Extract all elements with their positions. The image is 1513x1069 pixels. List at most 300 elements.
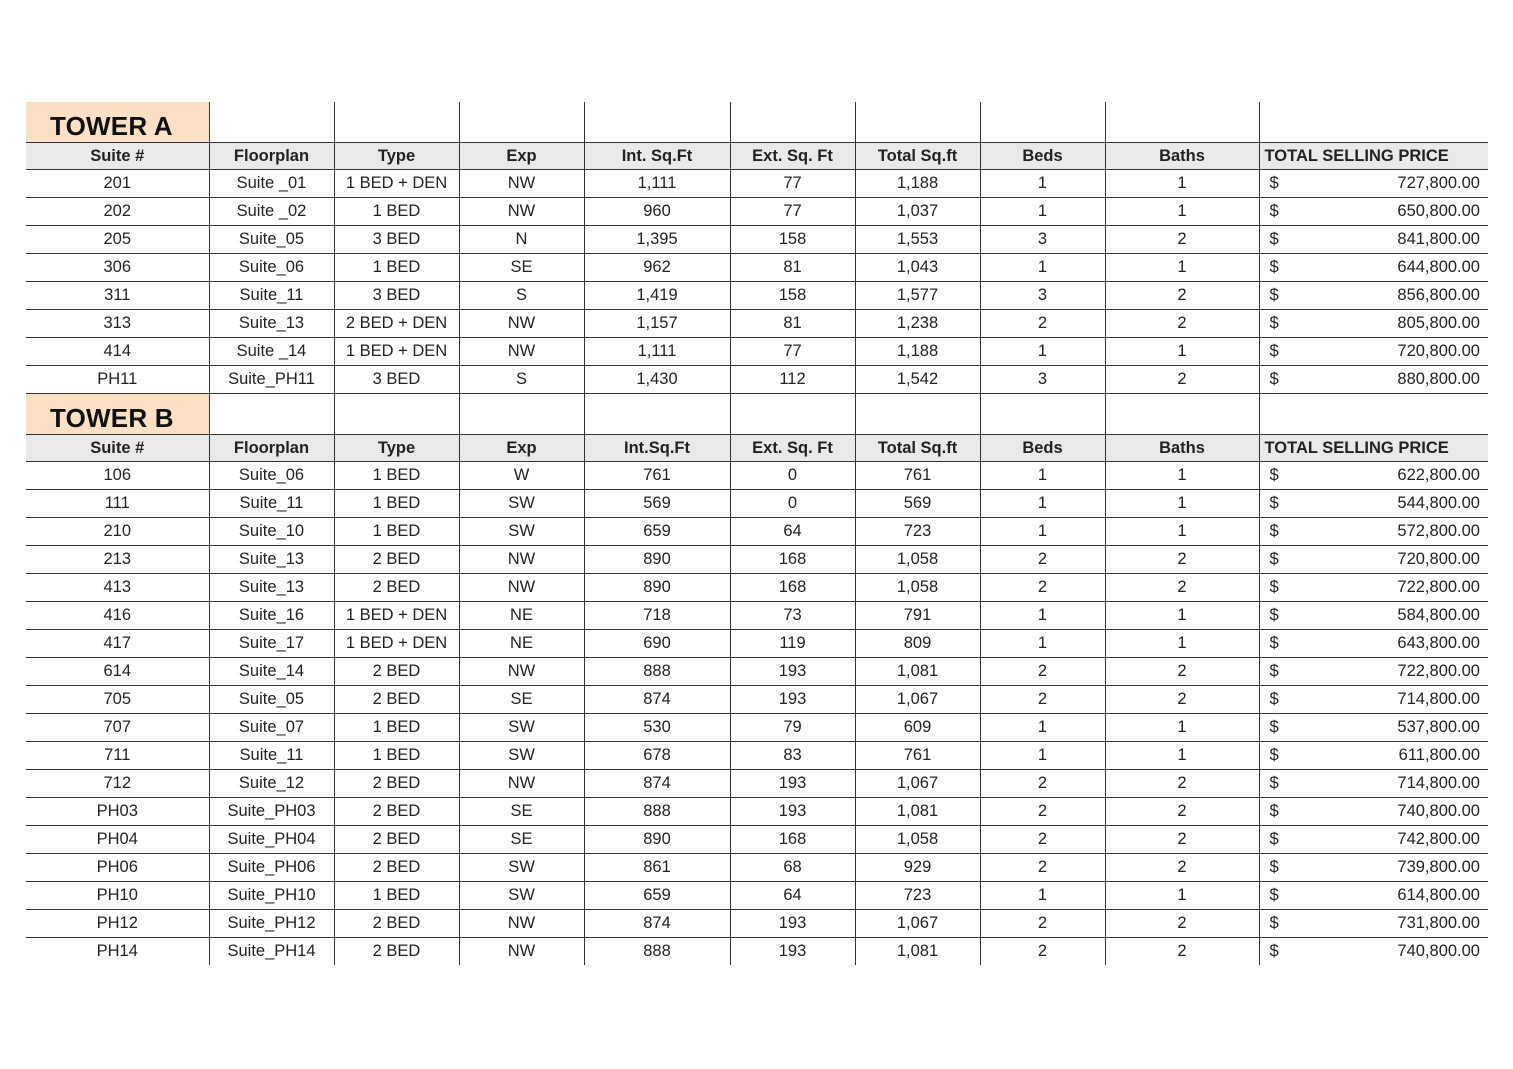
price-amount: 731,800.00	[1397, 914, 1480, 932]
cell-type: 1 BED	[334, 714, 459, 742]
cell-price	[1259, 854, 1488, 882]
cell-exposure: NW	[459, 770, 584, 798]
cell-ext-sqft: 193	[730, 910, 855, 938]
cell-baths: 1	[1105, 742, 1259, 770]
header-suite: Suite #	[26, 143, 209, 170]
currency-symbol: $	[1269, 802, 1279, 820]
currency-symbol: $	[1269, 886, 1279, 904]
table-row	[26, 310, 1488, 338]
cell-exposure: W	[459, 462, 584, 490]
cell-floorplan: Suite_11	[209, 742, 334, 770]
cell-exposure: SE	[459, 686, 584, 714]
cell-exposure: NW	[459, 910, 584, 938]
cell-beds: 1	[980, 882, 1105, 910]
cell-suite: 313	[26, 310, 209, 338]
price-amount: 611,800.00	[1398, 746, 1480, 764]
cell-type: 2 BED	[334, 798, 459, 826]
title-row-blank-cell	[459, 394, 584, 435]
cell-int-sqft: 861	[584, 854, 730, 882]
cell-suite: 707	[26, 714, 209, 742]
cell-baths: 2	[1105, 770, 1259, 798]
header-ext-sqft: Ext. Sq. Ft	[730, 143, 855, 170]
table-row	[26, 938, 1488, 966]
title-row-blank-cell	[1259, 102, 1488, 143]
cell-beds: 3	[980, 226, 1105, 254]
price-amount: 644,800.00	[1397, 258, 1480, 276]
cell-type: 2 BED	[334, 910, 459, 938]
cell-beds: 1	[980, 254, 1105, 282]
tower-title-row	[26, 394, 1488, 435]
cell-beds: 2	[980, 658, 1105, 686]
cell-suite: 201	[26, 170, 209, 198]
table-row	[26, 882, 1488, 910]
cell-suite: 711	[26, 742, 209, 770]
cell-total-sqft: 761	[855, 462, 980, 490]
cell-baths: 2	[1105, 854, 1259, 882]
cell-type: 3 BED	[334, 226, 459, 254]
cell-beds: 1	[980, 490, 1105, 518]
cell-type: 3 BED	[334, 366, 459, 394]
currency-symbol: $	[1269, 230, 1279, 248]
cell-price	[1259, 714, 1488, 742]
cell-exposure: SE	[459, 254, 584, 282]
currency-symbol: $	[1269, 342, 1279, 360]
cell-price	[1259, 338, 1488, 366]
cell-floorplan: Suite_PH03	[209, 798, 334, 826]
cell-floorplan: Suite_PH04	[209, 826, 334, 854]
title-row-blank-cell	[584, 102, 730, 143]
cell-baths: 1	[1105, 338, 1259, 366]
cell-type: 2 BED	[334, 938, 459, 966]
cell-beds: 2	[980, 770, 1105, 798]
title-row-blank-cell	[1105, 102, 1259, 143]
cell-ext-sqft: 193	[730, 686, 855, 714]
table-row	[26, 462, 1488, 490]
cell-beds: 2	[980, 310, 1105, 338]
currency-symbol: $	[1269, 314, 1279, 332]
cell-baths: 2	[1105, 686, 1259, 714]
cell-price	[1259, 910, 1488, 938]
cell-total-sqft: 1,081	[855, 798, 980, 826]
cell-exposure: SE	[459, 826, 584, 854]
title-row-blank-cell	[1259, 394, 1488, 435]
cell-beds: 3	[980, 366, 1105, 394]
table-row	[26, 714, 1488, 742]
cell-floorplan: Suite_17	[209, 630, 334, 658]
price-amount: 805,800.00	[1397, 314, 1480, 332]
price-amount: 614,800.00	[1397, 886, 1480, 904]
price-amount: 740,800.00	[1397, 942, 1480, 960]
cell-ext-sqft: 112	[730, 366, 855, 394]
header-type: Type	[334, 143, 459, 170]
cell-total-sqft: 1,553	[855, 226, 980, 254]
currency-symbol: $	[1269, 466, 1279, 484]
cell-floorplan: Suite_16	[209, 602, 334, 630]
cell-suite: PH06	[26, 854, 209, 882]
cell-type: 2 BED	[334, 546, 459, 574]
cell-total-sqft: 1,067	[855, 910, 980, 938]
table-row	[26, 854, 1488, 882]
cell-total-sqft: 1,058	[855, 546, 980, 574]
cell-suite: 712	[26, 770, 209, 798]
cell-price	[1259, 490, 1488, 518]
cell-int-sqft: 874	[584, 910, 730, 938]
currency-symbol: $	[1269, 578, 1279, 596]
currency-symbol: $	[1269, 858, 1279, 876]
cell-baths: 1	[1105, 170, 1259, 198]
cell-floorplan: Suite_13	[209, 574, 334, 602]
cell-suite: PH11	[26, 366, 209, 394]
cell-price	[1259, 282, 1488, 310]
table-row	[26, 742, 1488, 770]
cell-type: 1 BED	[334, 742, 459, 770]
cell-ext-sqft: 79	[730, 714, 855, 742]
cell-floorplan: Suite_PH06	[209, 854, 334, 882]
cell-exposure: SW	[459, 490, 584, 518]
title-row-blank-cell	[855, 102, 980, 143]
cell-floorplan: Suite _02	[209, 198, 334, 226]
title-row-blank-cell	[209, 394, 334, 435]
table-row	[26, 630, 1488, 658]
cell-total-sqft: 1,067	[855, 770, 980, 798]
table-row	[26, 826, 1488, 854]
cell-suite: 614	[26, 658, 209, 686]
cell-int-sqft: 960	[584, 198, 730, 226]
table-row	[26, 198, 1488, 226]
cell-suite: PH03	[26, 798, 209, 826]
title-row-blank-cell	[334, 102, 459, 143]
cell-int-sqft: 690	[584, 630, 730, 658]
cell-total-sqft: 809	[855, 630, 980, 658]
table-row	[26, 254, 1488, 282]
cell-beds: 1	[980, 462, 1105, 490]
cell-baths: 1	[1105, 490, 1259, 518]
cell-baths: 2	[1105, 938, 1259, 966]
price-amount: 841,800.00	[1397, 230, 1480, 248]
table-row	[26, 574, 1488, 602]
currency-symbol: $	[1269, 634, 1279, 652]
price-amount: 714,800.00	[1397, 690, 1480, 708]
cell-floorplan: Suite_12	[209, 770, 334, 798]
cell-ext-sqft: 158	[730, 226, 855, 254]
cell-suite: 417	[26, 630, 209, 658]
cell-price	[1259, 226, 1488, 254]
header-exposure: Exp	[459, 435, 584, 462]
cell-ext-sqft: 168	[730, 546, 855, 574]
cell-baths: 1	[1105, 602, 1259, 630]
cell-ext-sqft: 68	[730, 854, 855, 882]
cell-int-sqft: 890	[584, 546, 730, 574]
cell-exposure: SW	[459, 742, 584, 770]
cell-price	[1259, 574, 1488, 602]
cell-type: 1 BED + DEN	[334, 338, 459, 366]
price-amount: 727,800.00	[1397, 174, 1480, 192]
cell-ext-sqft: 0	[730, 462, 855, 490]
price-amount: 650,800.00	[1397, 202, 1480, 220]
cell-suite: PH10	[26, 882, 209, 910]
cell-exposure: S	[459, 366, 584, 394]
cell-type: 2 BED	[334, 770, 459, 798]
cell-total-sqft: 929	[855, 854, 980, 882]
cell-int-sqft: 962	[584, 254, 730, 282]
cell-ext-sqft: 77	[730, 198, 855, 226]
cell-price	[1259, 366, 1488, 394]
price-amount: 720,800.00	[1397, 342, 1480, 360]
tower-title: TOWER A	[26, 102, 209, 143]
price-amount: 572,800.00	[1397, 522, 1480, 540]
price-amount: 643,800.00	[1397, 634, 1480, 652]
cell-suite: 311	[26, 282, 209, 310]
header-floorplan: Floorplan	[209, 435, 334, 462]
cell-price	[1259, 882, 1488, 910]
cell-suite: 414	[26, 338, 209, 366]
cell-beds: 2	[980, 826, 1105, 854]
cell-baths: 2	[1105, 798, 1259, 826]
price-amount: 742,800.00	[1397, 830, 1480, 848]
cell-exposure: NW	[459, 546, 584, 574]
price-amount: 537,800.00	[1397, 718, 1480, 736]
cell-ext-sqft: 83	[730, 742, 855, 770]
cell-price	[1259, 462, 1488, 490]
table-body	[26, 102, 1488, 965]
cell-beds: 1	[980, 602, 1105, 630]
currency-symbol: $	[1269, 494, 1279, 512]
cell-baths: 2	[1105, 282, 1259, 310]
cell-exposure: S	[459, 282, 584, 310]
table-row	[26, 518, 1488, 546]
cell-price	[1259, 254, 1488, 282]
cell-floorplan: Suite_07	[209, 714, 334, 742]
cell-ext-sqft: 73	[730, 602, 855, 630]
cell-floorplan: Suite_13	[209, 310, 334, 338]
cell-price	[1259, 546, 1488, 574]
cell-ext-sqft: 168	[730, 826, 855, 854]
cell-int-sqft: 874	[584, 686, 730, 714]
cell-floorplan: Suite_PH11	[209, 366, 334, 394]
cell-int-sqft: 761	[584, 462, 730, 490]
cell-floorplan: Suite _14	[209, 338, 334, 366]
cell-floorplan: Suite_05	[209, 226, 334, 254]
price-amount: 739,800.00	[1397, 858, 1480, 876]
cell-beds: 2	[980, 686, 1105, 714]
cell-price	[1259, 826, 1488, 854]
cell-int-sqft: 569	[584, 490, 730, 518]
table-row	[26, 798, 1488, 826]
currency-symbol: $	[1269, 286, 1279, 304]
cell-type: 1 BED + DEN	[334, 170, 459, 198]
table-row	[26, 546, 1488, 574]
header-price: TOTAL SELLING PRICE	[1259, 435, 1488, 462]
price-amount: 722,800.00	[1397, 578, 1480, 596]
header-exposure: Exp	[459, 143, 584, 170]
cell-price	[1259, 798, 1488, 826]
cell-exposure: SE	[459, 798, 584, 826]
cell-baths: 1	[1105, 882, 1259, 910]
cell-total-sqft: 609	[855, 714, 980, 742]
cell-baths: 2	[1105, 310, 1259, 338]
title-row-blank-cell	[980, 394, 1105, 435]
cell-ext-sqft: 168	[730, 574, 855, 602]
cell-ext-sqft: 193	[730, 798, 855, 826]
table-row	[26, 910, 1488, 938]
currency-symbol: $	[1269, 690, 1279, 708]
cell-baths: 2	[1105, 546, 1259, 574]
table-row	[26, 282, 1488, 310]
table-row	[26, 490, 1488, 518]
cell-exposure: N	[459, 226, 584, 254]
cell-suite: 111	[26, 490, 209, 518]
price-amount: 740,800.00	[1397, 802, 1480, 820]
cell-type: 1 BED	[334, 462, 459, 490]
cell-int-sqft: 1,111	[584, 338, 730, 366]
column-header-row	[26, 143, 1488, 170]
cell-total-sqft: 723	[855, 882, 980, 910]
cell-beds: 1	[980, 742, 1105, 770]
cell-price	[1259, 770, 1488, 798]
cell-type: 1 BED	[334, 254, 459, 282]
cell-total-sqft: 1,542	[855, 366, 980, 394]
cell-suite: 202	[26, 198, 209, 226]
header-int-sqft: Int.Sq.Ft	[584, 435, 730, 462]
cell-type: 2 BED	[334, 686, 459, 714]
price-amount: 584,800.00	[1397, 606, 1480, 624]
title-row-blank-cell	[980, 102, 1105, 143]
currency-symbol: $	[1269, 662, 1279, 680]
cell-baths: 2	[1105, 910, 1259, 938]
table-row	[26, 366, 1488, 394]
header-int-sqft: Int. Sq.Ft	[584, 143, 730, 170]
title-row-blank-cell	[730, 102, 855, 143]
cell-beds: 1	[980, 630, 1105, 658]
cell-price	[1259, 686, 1488, 714]
cell-suite: 705	[26, 686, 209, 714]
cell-ext-sqft: 193	[730, 658, 855, 686]
cell-int-sqft: 718	[584, 602, 730, 630]
cell-total-sqft: 761	[855, 742, 980, 770]
title-row-blank-cell	[730, 394, 855, 435]
table-row	[26, 338, 1488, 366]
cell-exposure: SW	[459, 714, 584, 742]
currency-symbol: $	[1269, 550, 1279, 568]
cell-total-sqft: 1,067	[855, 686, 980, 714]
cell-ext-sqft: 119	[730, 630, 855, 658]
cell-exposure: NW	[459, 338, 584, 366]
price-list-sheet	[26, 102, 1488, 965]
tower-title: TOWER B	[26, 394, 209, 435]
title-row-blank-cell	[1105, 394, 1259, 435]
cell-int-sqft: 1,395	[584, 226, 730, 254]
cell-type: 1 BED + DEN	[334, 602, 459, 630]
cell-int-sqft: 1,419	[584, 282, 730, 310]
cell-int-sqft: 1,111	[584, 170, 730, 198]
currency-symbol: $	[1269, 370, 1279, 388]
price-amount: 544,800.00	[1397, 494, 1480, 512]
cell-suite: 306	[26, 254, 209, 282]
cell-beds: 2	[980, 854, 1105, 882]
cell-total-sqft: 1,058	[855, 574, 980, 602]
cell-baths: 1	[1105, 630, 1259, 658]
header-type: Type	[334, 435, 459, 462]
cell-exposure: NE	[459, 602, 584, 630]
cell-exposure: NW	[459, 198, 584, 226]
cell-ext-sqft: 0	[730, 490, 855, 518]
currency-symbol: $	[1269, 174, 1279, 192]
cell-price	[1259, 742, 1488, 770]
cell-beds: 2	[980, 574, 1105, 602]
cell-type: 3 BED	[334, 282, 459, 310]
cell-price	[1259, 310, 1488, 338]
cell-baths: 1	[1105, 714, 1259, 742]
header-floorplan: Floorplan	[209, 143, 334, 170]
cell-int-sqft: 874	[584, 770, 730, 798]
cell-total-sqft: 1,037	[855, 198, 980, 226]
currency-symbol: $	[1269, 522, 1279, 540]
table-row	[26, 658, 1488, 686]
cell-exposure: NW	[459, 170, 584, 198]
cell-beds: 1	[980, 338, 1105, 366]
cell-int-sqft: 1,430	[584, 366, 730, 394]
title-row-blank-cell	[334, 394, 459, 435]
cell-total-sqft: 1,081	[855, 938, 980, 966]
cell-ext-sqft: 81	[730, 254, 855, 282]
title-row-blank-cell	[459, 102, 584, 143]
cell-beds: 3	[980, 282, 1105, 310]
table-row	[26, 770, 1488, 798]
cell-price	[1259, 658, 1488, 686]
cell-price	[1259, 602, 1488, 630]
cell-exposure: NW	[459, 310, 584, 338]
cell-type: 2 BED	[334, 826, 459, 854]
cell-type: 2 BED	[334, 658, 459, 686]
cell-suite: 416	[26, 602, 209, 630]
cell-total-sqft: 723	[855, 518, 980, 546]
price-list-table	[26, 102, 1488, 965]
price-amount: 714,800.00	[1397, 774, 1480, 792]
cell-ext-sqft: 64	[730, 882, 855, 910]
cell-int-sqft: 530	[584, 714, 730, 742]
cell-int-sqft: 888	[584, 658, 730, 686]
price-amount: 880,800.00	[1397, 370, 1480, 388]
cell-type: 2 BED + DEN	[334, 310, 459, 338]
cell-beds: 2	[980, 798, 1105, 826]
cell-baths: 1	[1105, 462, 1259, 490]
cell-ext-sqft: 77	[730, 338, 855, 366]
cell-ext-sqft: 193	[730, 770, 855, 798]
table-row	[26, 170, 1488, 198]
cell-total-sqft: 1,188	[855, 338, 980, 366]
cell-total-sqft: 1,043	[855, 254, 980, 282]
cell-int-sqft: 890	[584, 574, 730, 602]
header-beds: Beds	[980, 435, 1105, 462]
price-amount: 622,800.00	[1397, 466, 1480, 484]
cell-price	[1259, 518, 1488, 546]
column-header-row	[26, 435, 1488, 462]
cell-beds: 1	[980, 170, 1105, 198]
cell-type: 1 BED	[334, 518, 459, 546]
cell-ext-sqft: 64	[730, 518, 855, 546]
cell-suite: 205	[26, 226, 209, 254]
cell-baths: 2	[1105, 574, 1259, 602]
header-total-sqft: Total Sq.ft	[855, 435, 980, 462]
cell-baths: 2	[1105, 226, 1259, 254]
cell-beds: 2	[980, 938, 1105, 966]
price-amount: 720,800.00	[1397, 550, 1480, 568]
cell-total-sqft: 569	[855, 490, 980, 518]
table-row	[26, 686, 1488, 714]
cell-beds: 2	[980, 546, 1105, 574]
cell-total-sqft: 1,577	[855, 282, 980, 310]
cell-price	[1259, 198, 1488, 226]
